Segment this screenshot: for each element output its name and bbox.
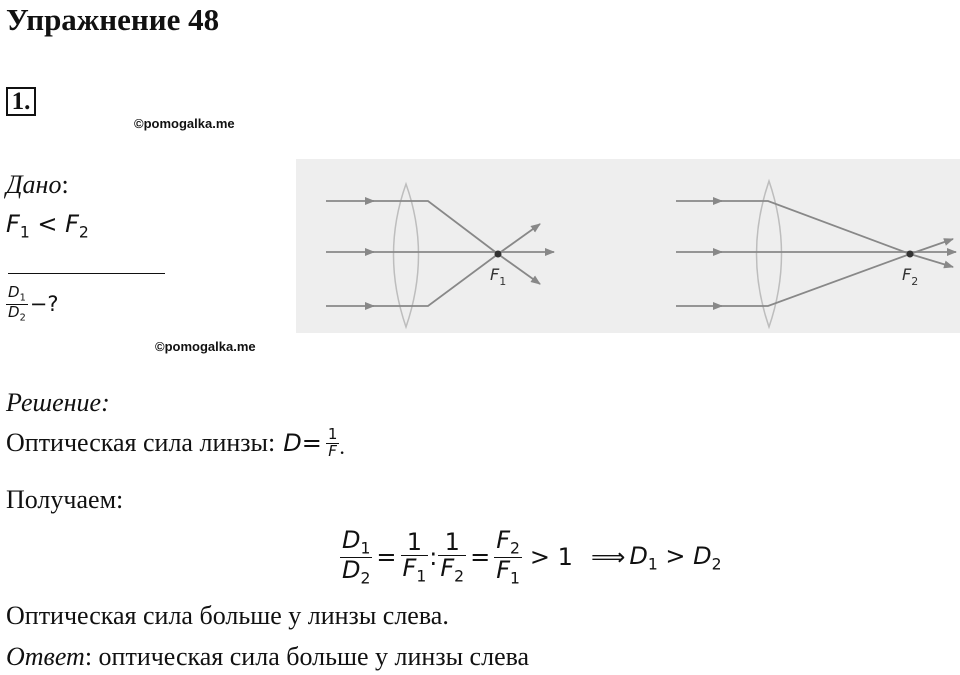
conclusion: Оптическая сила больше у линзы слева. [6, 601, 449, 630]
focus-label-2: $F_2$ [902, 265, 919, 288]
focus-point-2 [907, 251, 914, 258]
obtain-label: Получаем: [6, 485, 124, 514]
answer: Ответ: оптическая сила больше у линзы слева [6, 642, 530, 671]
exercise-title: Упражнение 48 [6, 2, 220, 37]
focus-point-1 [495, 251, 502, 258]
optical-power-line: Оптическая сила линзы: D = $\frac{1}{F}$ . [6, 425, 345, 460]
find-ratio: $\frac{D_1}{D_2}$ −? [8, 283, 59, 324]
divider [8, 273, 165, 274]
lens-diagram [296, 159, 960, 333]
solution-label: Решение: [6, 388, 110, 417]
problem-number: 1. [6, 87, 36, 116]
given-label: Дано: [6, 170, 69, 199]
focus-label-1: $F_1$ [490, 265, 507, 288]
main-formula: $\frac{D_1}{D_2}$ = $\frac{1}{F_1}$ : $\frac{1}{F_2}$ = $\frac{F_2}{F_1}$ > 1 ⟹ $D_1 > D_2$ [342, 526, 722, 588]
watermark-2: ©pomogalka.me [155, 339, 256, 354]
watermark: ©pomogalka.me [134, 116, 235, 131]
given-relation: $F_1 < F_2$ [6, 210, 89, 242]
